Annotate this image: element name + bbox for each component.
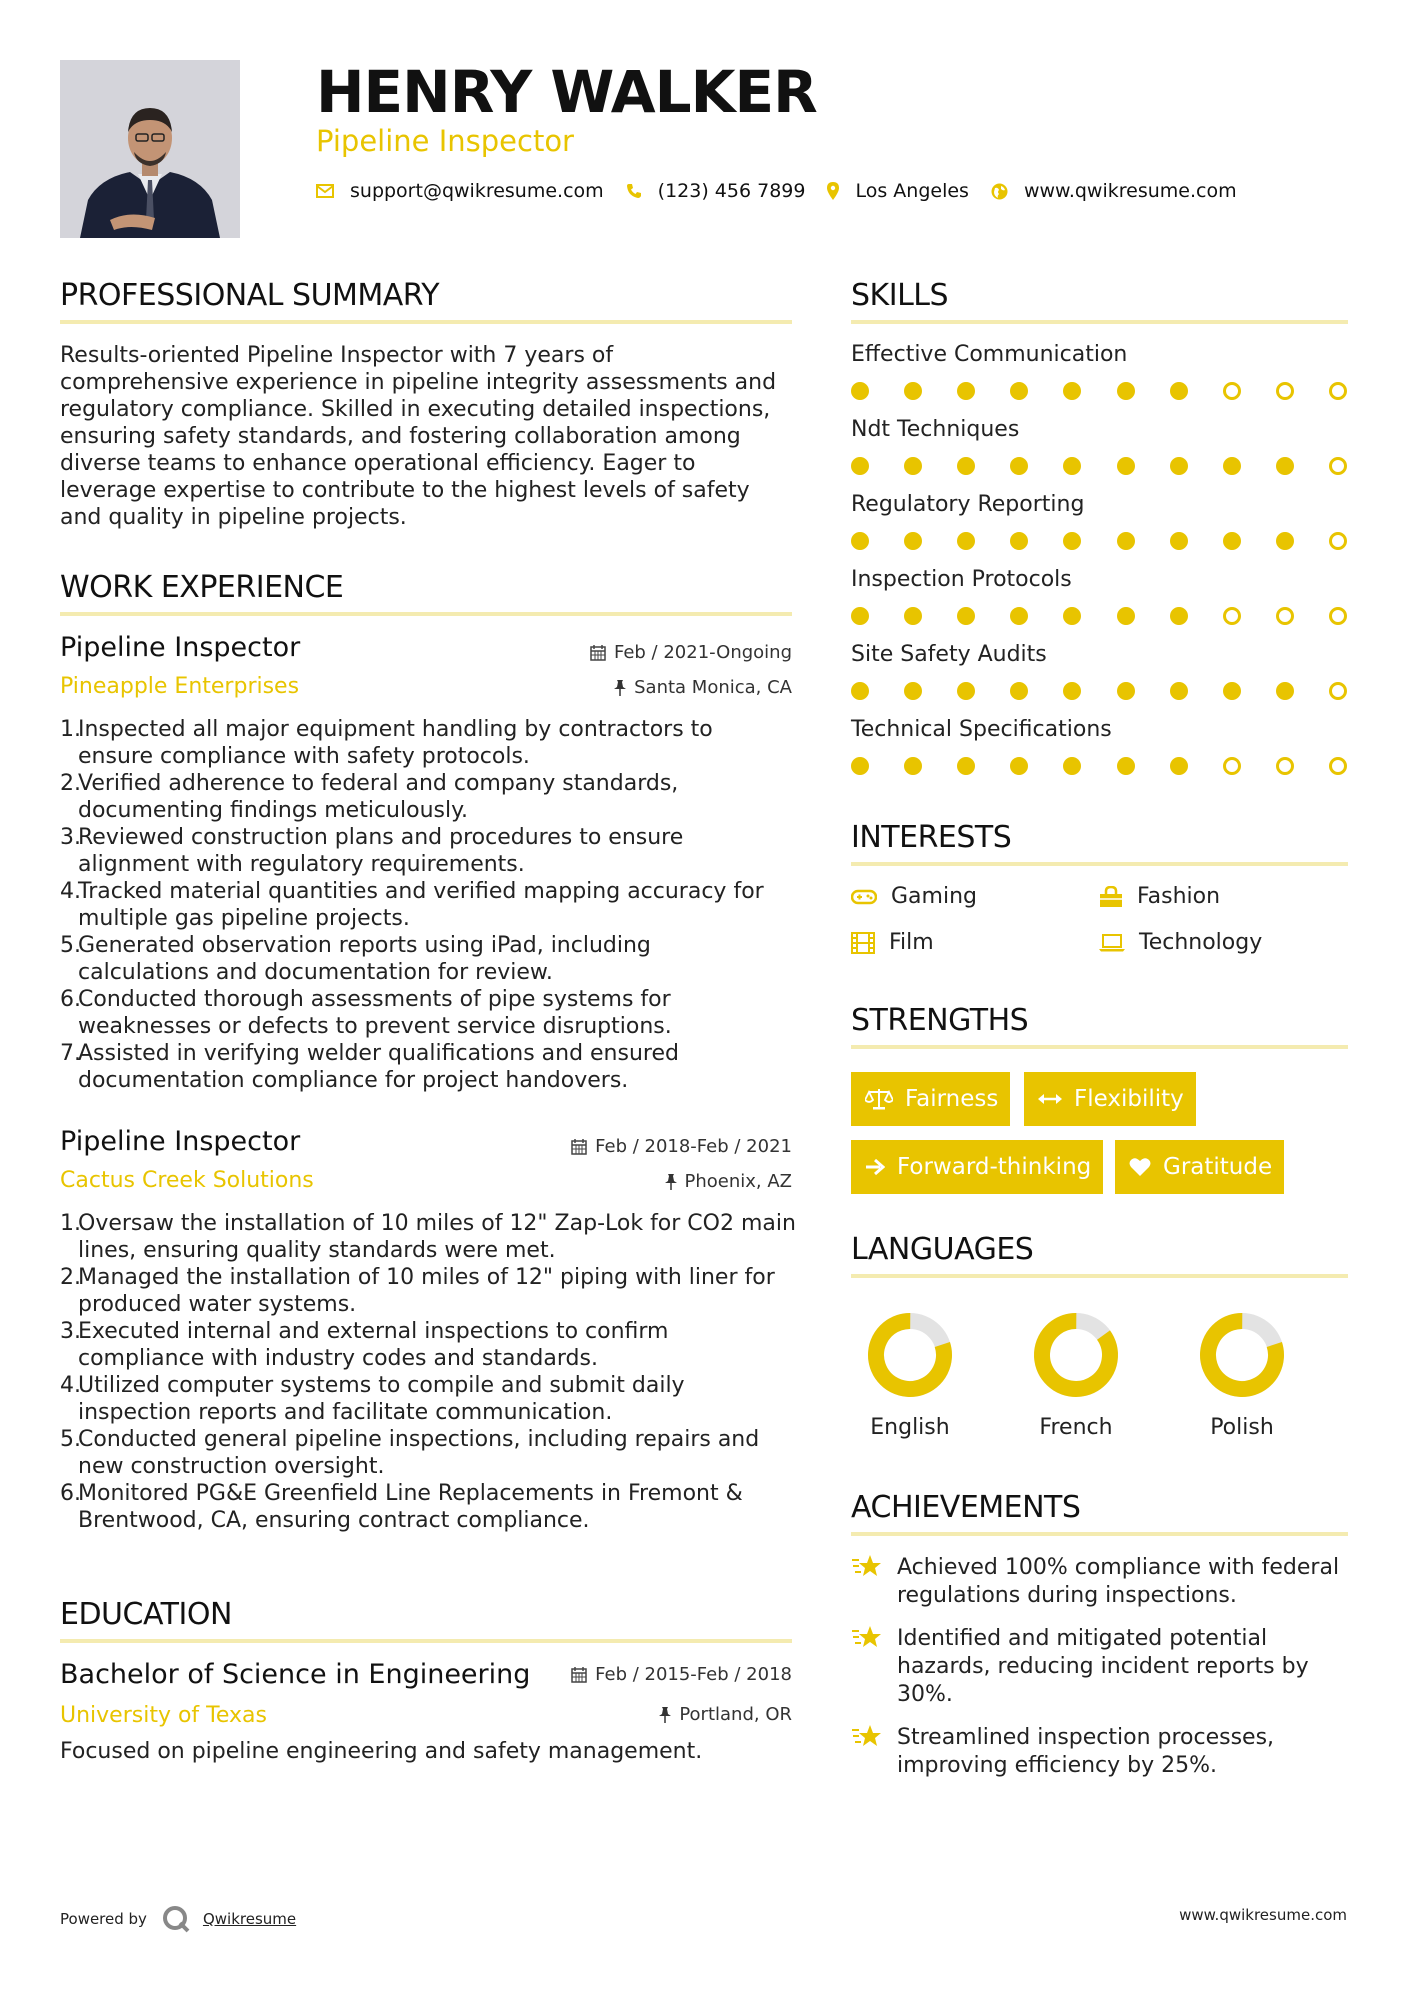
summary-line: leverage expertise to contribute to the highest levels of safety <box>60 478 750 503</box>
language-donut <box>835 1310 985 1400</box>
rating-dot-filled <box>1223 682 1241 700</box>
item-number: 4. <box>60 1373 81 1398</box>
rating-dot-filled <box>1170 532 1188 550</box>
list-item <box>60 932 800 986</box>
achievement-line: Achieved 100% compliance with federal <box>897 1555 1340 1580</box>
calendar-icon <box>590 645 606 661</box>
item-number: 7. <box>60 1041 81 1066</box>
item-number: 3. <box>60 825 81 850</box>
list-item <box>60 770 800 824</box>
summary-heading: PROFESSIONAL SUMMARY <box>60 278 440 313</box>
job-duties <box>60 1210 800 1534</box>
item-line: new construction oversight. <box>78 1454 385 1479</box>
school-name: University of Texas <box>60 1703 267 1728</box>
item-line: Inspected all major equipment handling by contractors to <box>78 717 713 742</box>
rating-dot-filled <box>851 607 869 625</box>
item-number: 1. <box>60 1211 81 1236</box>
star-icon <box>851 1722 883 1752</box>
languages-heading: LANGUAGES <box>851 1232 1034 1267</box>
achievement-item <box>851 1724 1351 1780</box>
job-title: Pipeline Inspector <box>60 1126 301 1157</box>
candidate-title: Pipeline Inspector <box>316 124 574 158</box>
skills-divider <box>851 320 1348 324</box>
strength-tag <box>1024 1072 1196 1126</box>
item-number: 2. <box>60 1265 81 1290</box>
skill-name: Inspection Protocols <box>851 567 1072 592</box>
shopping-bag-icon <box>1099 886 1123 908</box>
education-heading: EDUCATION <box>60 1597 232 1632</box>
rating-dot-filled <box>1010 382 1028 400</box>
contact-website[interactable] <box>991 180 1237 202</box>
achievement-line: Identified and mitigated potential <box>897 1626 1268 1651</box>
strength-label: Flexibility <box>1074 1086 1184 1112</box>
summary-line: Results-oriented Pipeline Inspector with 7 years of <box>60 343 614 368</box>
strength-label: Fairness <box>905 1086 999 1112</box>
item-line: lines, ensuring quality standards were met. <box>78 1238 556 1263</box>
candidate-name: HENRY WALKER <box>316 58 817 126</box>
calendar-icon <box>571 1667 587 1683</box>
skill-name: Ndt Techniques <box>851 417 1020 442</box>
summary-line: and quality in pipeline projects. <box>60 505 407 530</box>
rating-dot-filled <box>1276 682 1294 700</box>
star-icon <box>851 1623 883 1653</box>
rating-dot-filled <box>1170 457 1188 475</box>
job-title: Pipeline Inspector <box>60 632 301 663</box>
skill-name: Site Safety Audits <box>851 642 1047 667</box>
achievement-line: 30%. <box>897 1682 953 1707</box>
interests-divider <box>851 862 1348 866</box>
skill-rating <box>851 682 1347 700</box>
skill-rating <box>851 382 1347 400</box>
job-location <box>480 1171 792 1192</box>
achievement-item <box>851 1625 1351 1709</box>
rating-dot-empty <box>1223 382 1241 400</box>
rating-dot-filled <box>1010 757 1028 775</box>
rating-dot-empty <box>1329 382 1347 400</box>
rating-dot-filled <box>1170 607 1188 625</box>
rating-dot-filled <box>1170 757 1188 775</box>
item-line: Utilized computer systems to compile and submit daily <box>78 1373 685 1398</box>
item-number: 6. <box>60 1481 81 1506</box>
rating-dot-empty <box>1276 382 1294 400</box>
rating-dot-filled <box>1117 682 1135 700</box>
laptop-icon <box>1099 934 1125 952</box>
job-dates-text: Feb / 2018-Feb / 2021 <box>595 1136 792 1157</box>
achievement-line: Streamlined inspection processes, <box>897 1725 1275 1750</box>
item-line: Verified adherence to federal and company standards, <box>78 771 679 796</box>
phone-text: (123) 456 7899 <box>657 180 806 202</box>
rating-dot-filled <box>1063 682 1081 700</box>
item-line: Executed internal and external inspections to confirm <box>78 1319 669 1344</box>
rating-dot-filled <box>957 607 975 625</box>
rating-dot-filled <box>1010 457 1028 475</box>
skill-rating <box>851 757 1347 775</box>
list-item <box>60 1480 800 1534</box>
item-line: documentation compliance for project handovers. <box>78 1068 629 1093</box>
job-duties <box>60 716 800 1094</box>
summary-line: regulatory compliance. Skilled in executing detailed inspections, <box>60 397 771 422</box>
item-number: 5. <box>60 933 81 958</box>
item-line: compliance with industry codes and standards. <box>78 1346 598 1371</box>
rating-dot-filled <box>1276 532 1294 550</box>
education-description: Focused on pipeline engineering and safety management. <box>60 1739 703 1764</box>
achievements-divider <box>851 1532 1348 1536</box>
item-line: Reviewed construction plans and procedures to ensure <box>78 825 684 850</box>
list-item <box>60 986 800 1040</box>
job-dates <box>480 1136 792 1157</box>
achievement-item <box>851 1554 1351 1610</box>
rating-dot-filled <box>851 532 869 550</box>
skill-rating <box>851 607 1347 625</box>
summary-line: comprehensive experience in pipeline integrity assessments and <box>60 370 777 395</box>
contact-bar <box>316 180 1259 202</box>
company-name: Cactus Creek Solutions <box>60 1168 314 1193</box>
job-dates-text: Feb / 2021-Ongoing <box>613 642 792 663</box>
list-item <box>60 1040 800 1094</box>
star-icon <box>851 1552 883 1582</box>
rating-dot-filled <box>1063 532 1081 550</box>
rating-dot-filled <box>851 457 869 475</box>
envelope-icon <box>316 184 334 198</box>
strength-tag <box>851 1140 1103 1194</box>
item-line: alignment with regulatory requirements. <box>78 852 525 877</box>
strength-label: Forward-thinking <box>897 1154 1092 1180</box>
strength-tag <box>1115 1140 1284 1194</box>
strength-tag <box>851 1072 1010 1126</box>
interest-label: Technology <box>1139 930 1263 955</box>
rating-dot-filled <box>1117 607 1135 625</box>
summary-divider <box>60 320 792 324</box>
list-item <box>60 1210 800 1264</box>
strengths-divider <box>851 1045 1348 1049</box>
item-line: Assisted in verifying welder qualifications and ensured <box>78 1041 679 1066</box>
item-number: 3. <box>60 1319 81 1344</box>
degree-title: Bachelor of Science in Engineering <box>60 1659 531 1690</box>
location-text: Los Angeles <box>855 180 969 202</box>
job-location-text: Phoenix, AZ <box>684 1171 792 1192</box>
rating-dot-filled <box>904 757 922 775</box>
skills-heading: SKILLS <box>851 278 949 313</box>
item-line: inspection reports and facilitate communication. <box>78 1400 613 1425</box>
language-name: English <box>870 1415 950 1440</box>
rating-dot-empty <box>1329 682 1347 700</box>
rating-dot-filled <box>1170 382 1188 400</box>
achievement-line: improving efficiency by 25%. <box>897 1753 1218 1778</box>
language-chart <box>1167 1310 1317 1404</box>
pushpin-icon <box>665 1174 677 1190</box>
list-item <box>60 1318 800 1372</box>
rating-dot-filled <box>1063 607 1081 625</box>
interest-label: Gaming <box>891 884 977 909</box>
interest-label: Film <box>889 930 934 955</box>
rating-dot-filled <box>957 757 975 775</box>
rating-dot-filled <box>904 532 922 550</box>
rating-dot-empty <box>1276 757 1294 775</box>
job-dates <box>480 642 792 663</box>
arrows-horizontal-icon <box>1038 1093 1062 1105</box>
contact-email[interactable] <box>316 180 604 202</box>
job-location-text: Santa Monica, CA <box>634 677 792 698</box>
item-line: ensure compliance with safety protocols. <box>78 744 530 769</box>
achievements-heading: ACHIEVEMENTS <box>851 1490 1081 1525</box>
item-line: Generated observation reports using iPad, including <box>78 933 651 958</box>
language-chart <box>835 1310 985 1404</box>
interest-label: Fashion <box>1137 884 1221 909</box>
list-item <box>60 878 800 932</box>
powered-by <box>60 1904 296 1934</box>
rating-dot-filled <box>1063 382 1081 400</box>
work-heading: WORK EXPERIENCE <box>60 570 344 605</box>
profile-photo <box>60 60 240 238</box>
rating-dot-empty <box>1223 607 1241 625</box>
item-line: Oversaw the installation of 10 miles of 12" Zap-Lok for CO2 main <box>78 1211 796 1236</box>
education-location-text: Portland, OR <box>679 1704 792 1725</box>
gamepad-icon <box>851 889 877 905</box>
item-line: Tracked material quantities and verified mapping accuracy for <box>78 879 764 904</box>
donut-fill <box>867 1312 953 1398</box>
interests-heading: INTERESTS <box>851 820 1012 855</box>
email-text: support@qwikresume.com <box>350 180 604 202</box>
item-line: Conducted general pipeline inspections, including repairs and <box>78 1427 760 1452</box>
rating-dot-empty <box>1329 757 1347 775</box>
footer-website[interactable]: www.qwikresume.com <box>1179 1906 1347 1924</box>
summary-text <box>60 342 800 531</box>
item-number: 1. <box>60 717 81 742</box>
film-icon <box>851 932 875 954</box>
list-item <box>60 716 800 770</box>
phone-icon <box>626 183 642 199</box>
languages-divider <box>851 1274 1348 1278</box>
rating-dot-filled <box>1117 382 1135 400</box>
summary-line: diverse teams to enhance operational efficiency. Eager to <box>60 451 696 476</box>
qwikresume-logo-icon <box>161 1904 191 1934</box>
donut-fill <box>1029 1310 1124 1400</box>
heart-icon <box>1129 1157 1151 1177</box>
rating-dot-filled <box>851 682 869 700</box>
rating-dot-filled <box>1010 532 1028 550</box>
skill-rating <box>851 457 1347 475</box>
strengths-heading: STRENGTHS <box>851 1003 1029 1038</box>
work-divider <box>60 612 792 616</box>
rating-dot-filled <box>957 382 975 400</box>
rating-dot-filled <box>1010 682 1028 700</box>
rating-dot-filled <box>1117 457 1135 475</box>
item-line: weaknesses or defects to prevent service disruptions. <box>78 1014 672 1039</box>
contact-location <box>827 180 968 202</box>
rating-dot-filled <box>851 382 869 400</box>
company-name: Pineapple Enterprises <box>60 674 300 699</box>
rating-dot-filled <box>1063 757 1081 775</box>
strength-label: Gratitude <box>1163 1154 1273 1180</box>
rating-dot-filled <box>1223 532 1241 550</box>
interest-fashion <box>1099 884 1220 909</box>
rating-dot-filled <box>1063 457 1081 475</box>
website-text: www.qwikresume.com <box>1023 180 1237 202</box>
item-line: Conducted thorough assessments of pipe systems for <box>78 987 671 1012</box>
language-donut <box>1167 1310 1317 1400</box>
calendar-icon <box>571 1139 587 1155</box>
item-line: produced water systems. <box>78 1292 357 1317</box>
rating-dot-filled <box>1276 457 1294 475</box>
rating-dot-empty <box>1223 757 1241 775</box>
item-line: calculations and documentation for review. <box>78 960 553 985</box>
education-dates <box>480 1664 792 1685</box>
list-item <box>60 824 800 878</box>
pushpin-icon <box>659 1707 671 1723</box>
donut-fill <box>1199 1312 1285 1398</box>
item-number: 6. <box>60 987 81 1012</box>
language-chart <box>1001 1310 1151 1404</box>
list-item <box>60 1372 800 1426</box>
rating-dot-filled <box>1170 682 1188 700</box>
rating-dot-empty <box>1276 607 1294 625</box>
item-line: Brentwood, CA, ensuring contract compliance. <box>78 1508 590 1533</box>
job-location <box>480 677 792 698</box>
item-line: multiple gas pipeline projects. <box>78 906 410 931</box>
item-number: 2. <box>60 771 81 796</box>
rating-dot-filled <box>904 607 922 625</box>
item-line: Monitored PG&E Greenfield Line Replacements in Fremont & <box>78 1481 743 1506</box>
rating-dot-filled <box>957 457 975 475</box>
summary-line: ensuring safety standards, and fostering collaboration among <box>60 424 741 449</box>
map-pin-icon <box>827 182 839 200</box>
list-item <box>60 1426 800 1480</box>
language-donut <box>1001 1310 1151 1400</box>
pushpin-icon <box>614 680 626 696</box>
rating-dot-filled <box>957 532 975 550</box>
rating-dot-empty <box>1329 532 1347 550</box>
contact-phone[interactable] <box>626 180 806 202</box>
rating-dot-empty <box>1329 457 1347 475</box>
item-number: 5. <box>60 1427 81 1452</box>
rating-dot-filled <box>1117 757 1135 775</box>
skill-name: Technical Specifications <box>851 717 1112 742</box>
interest-technology <box>1099 930 1262 955</box>
skill-rating <box>851 532 1347 550</box>
achievement-line: hazards, reducing incident reports by <box>897 1654 1309 1679</box>
education-location <box>480 1704 792 1725</box>
interest-film <box>851 930 934 955</box>
rating-dot-filled <box>957 682 975 700</box>
achievement-line: regulations during inspections. <box>897 1583 1237 1608</box>
item-line: documenting findings meticulously. <box>78 798 468 823</box>
skill-name: Regulatory Reporting <box>851 492 1085 517</box>
qwikresume-link[interactable]: Qwikresume <box>202 1910 297 1928</box>
rating-dot-filled <box>851 757 869 775</box>
skill-name: Effective Communication <box>851 342 1128 367</box>
item-line: Managed the installation of 10 miles of 12" piping with liner for <box>78 1265 775 1290</box>
rating-dot-filled <box>1223 457 1241 475</box>
rating-dot-filled <box>904 457 922 475</box>
language-name: Polish <box>1210 1415 1274 1440</box>
rating-dot-filled <box>904 682 922 700</box>
globe-icon <box>991 183 1008 200</box>
rating-dot-filled <box>904 382 922 400</box>
item-number: 4. <box>60 879 81 904</box>
list-item <box>60 1264 800 1318</box>
rating-dot-filled <box>1010 607 1028 625</box>
arrow-right-icon <box>865 1158 885 1176</box>
education-divider <box>60 1639 792 1643</box>
balance-scale-icon <box>865 1088 893 1110</box>
rating-dot-filled <box>1117 532 1135 550</box>
interest-gaming <box>851 884 977 909</box>
rating-dot-empty <box>1329 607 1347 625</box>
education-dates-text: Feb / 2015-Feb / 2018 <box>595 1664 792 1685</box>
powered-by-text: Powered by <box>60 1910 147 1928</box>
language-name: French <box>1039 1415 1113 1440</box>
